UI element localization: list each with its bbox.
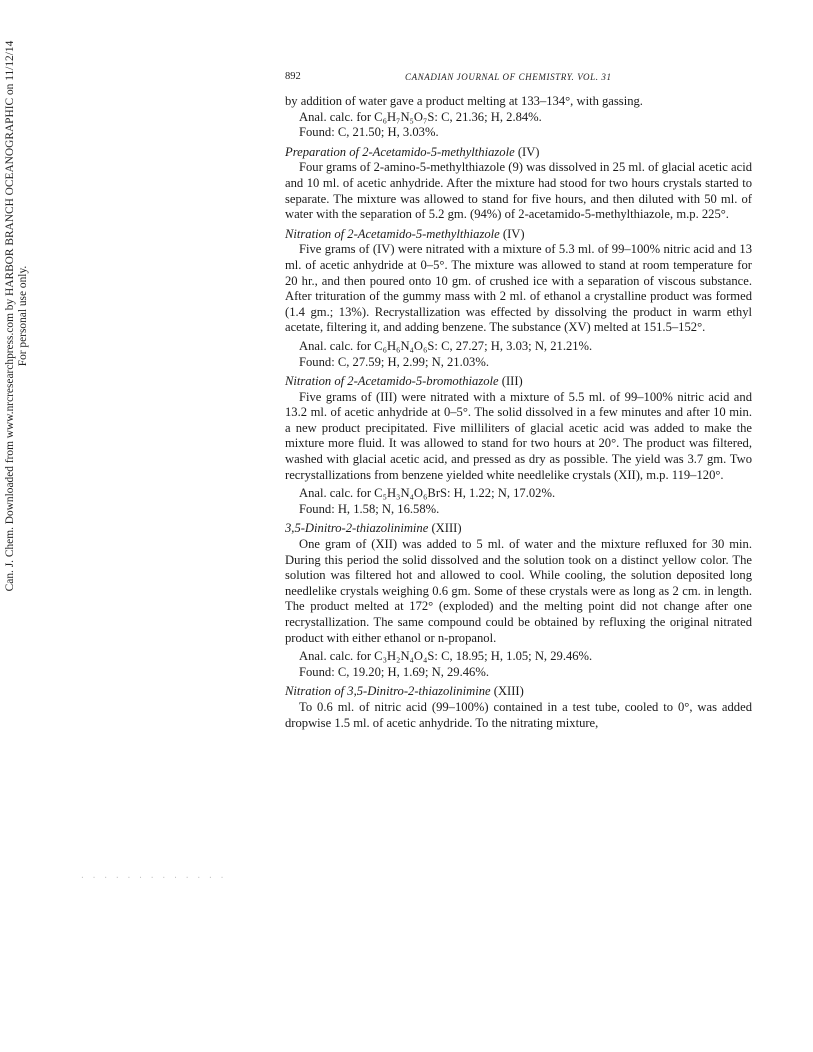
watermark-line-2: For personal use only. bbox=[17, 265, 29, 367]
section-heading bbox=[285, 145, 752, 161]
watermark-line-1: Can. J. Chem. Downloaded from www.nrcresearchpress.com by HARBOR BRANCH OCEANOGRAPHIC on 11/12/14 bbox=[4, 40, 16, 592]
heading-title: Preparation of 2-Acetamido-5-methylthiazole bbox=[285, 144, 515, 159]
analysis-found: Found: C, 19.20; H, 1.69; N, 29.46%. bbox=[299, 664, 489, 679]
section-heading bbox=[285, 227, 752, 243]
download-watermark bbox=[4, 0, 38, 842]
heading-compound: (III) bbox=[501, 374, 523, 389]
section-heading bbox=[285, 684, 752, 700]
analysis-calc: Anal. calc. for C₃H₂N₄O₄S: C, 18.95; H, 1.05; N, 29.46%. bbox=[299, 649, 593, 664]
page-header bbox=[285, 70, 752, 84]
heading-compound: (XIII) bbox=[493, 684, 524, 699]
analysis-calc: Anal. calc. for C₅H₃N₄O₆BrS: H, 1.22; N, 17.02%. bbox=[299, 486, 556, 501]
heading-compound: (IV) bbox=[517, 144, 540, 159]
paragraph: Five grams of (IV) were nitrated with a mixture of 5.3 ml. of 99–100% nitric acid and 13 ml. of acetic anhydride at 0–5°. The mixture was allowed to stand at room temperature for 20 hr., and then poured onto 10 gm. of crushed ice with a separation of viscous substance. After trituration of the gummy mass with 2 ml. of ethanol a crystalline product was formed (1.4 gm.; 13%). Recrystallization was effected by dissolving the product in warm ethyl acetate, filtering it, and adding benzene. The substance (XV) melted at 151.5–152°. bbox=[285, 242, 752, 335]
section-heading bbox=[285, 374, 752, 390]
analysis-found: Found: H, 1.58; N, 16.58%. bbox=[299, 501, 440, 516]
analysis-calc: Anal. calc. for C₆H₇N₅O₇S: C, 21.36; H, 2.84%. bbox=[299, 109, 542, 124]
section-heading bbox=[285, 521, 752, 537]
running-head: CANADIAN JOURNAL OF CHEMISTRY. VOL. 31 bbox=[405, 72, 612, 82]
paragraph: Four grams of 2-amino-5-methylthiazole (9) was dissolved in 25 ml. of glacial acetic acid and 10 ml. of acetic anhydride. After the mixture had stood for two hours crystals started to separate. The mixture was allowed to stand for five hours, and then diluted with 50 ml. of water with the separation of 5.2 gm. (94%) of 2-acetamido-5-methylthiazole, m.p. 225°. bbox=[285, 160, 752, 222]
analysis-calc: Anal. calc. for C₆H₆N₄O₆S: C, 27.27; H, 3.03; N, 21.21%. bbox=[299, 338, 593, 353]
paragraph-continued: by addition of water gave a product melting at 133–134°, with gassing. bbox=[285, 94, 643, 108]
paragraph: To 0.6 ml. of nitric acid (99–100%) contained in a test tube, cooled to 0°, was added dropwise 1.5 ml. of acetic anhydride. To the nitrating mixture, bbox=[285, 699, 752, 730]
analysis-found: Found: C, 21.50; H, 3.03%. bbox=[299, 125, 439, 140]
page-number: 892 bbox=[285, 71, 301, 82]
heading-title: Nitration of 2-Acetamido-5-bromothiazole bbox=[285, 374, 499, 389]
paragraph: One gram of (XII) was added to 5 ml. of water and the mixture refluxed for 30 min. During this period the solid dissolved and the solution took on a distinct yellow color. The solution was filtered hot and allowed to cool. While cooling, the solution deposited long needlelike crystals weighing 0.6 gm. Some of these crystals were as long as 2 cm. in length. The product melted at 172° (exploded) and the melting point did not change after one recrystallization. The same compound could be obtained by refluxing the original nitrated product with either ethanol or n-propanol. bbox=[285, 537, 752, 645]
heading-title: Nitration of 2-Acetamido-5-methylthiazole bbox=[285, 226, 500, 241]
heading-compound: (XIII) bbox=[431, 521, 462, 536]
paragraph: Five grams of (III) were nitrated with a mixture of 5.5 ml. of 99–100% nitric acid and 13.2 ml. of acetic anhydride at 0–5°. The solid dissolved in a few minutes and after 10 min. a new product precipitated. Five milliliters of glacial acetic acid was added to make the mixture more fluid. It was allowed to stand for two hours at 20°. The product was filtered, washed with glacial acetic acid, and pressed as dry as possible. The yield was 3.7 gm. Two recrystallizations from benzene yielded white needlelike crystals (XII), m.p. 119–120°. bbox=[285, 389, 752, 482]
analysis-found: Found: C, 27.59; H, 2.99; N, 21.03%. bbox=[299, 354, 489, 369]
scan-specks: . . . . . . . . . . . . . bbox=[80, 871, 226, 880]
heading-title: 3,5-Dinitro-2-thiazolinimine bbox=[285, 521, 429, 536]
heading-compound: (IV) bbox=[502, 226, 525, 241]
article-body bbox=[285, 94, 752, 731]
heading-title: Nitration of 3,5-Dinitro-2-thiazolinimine bbox=[285, 684, 491, 699]
